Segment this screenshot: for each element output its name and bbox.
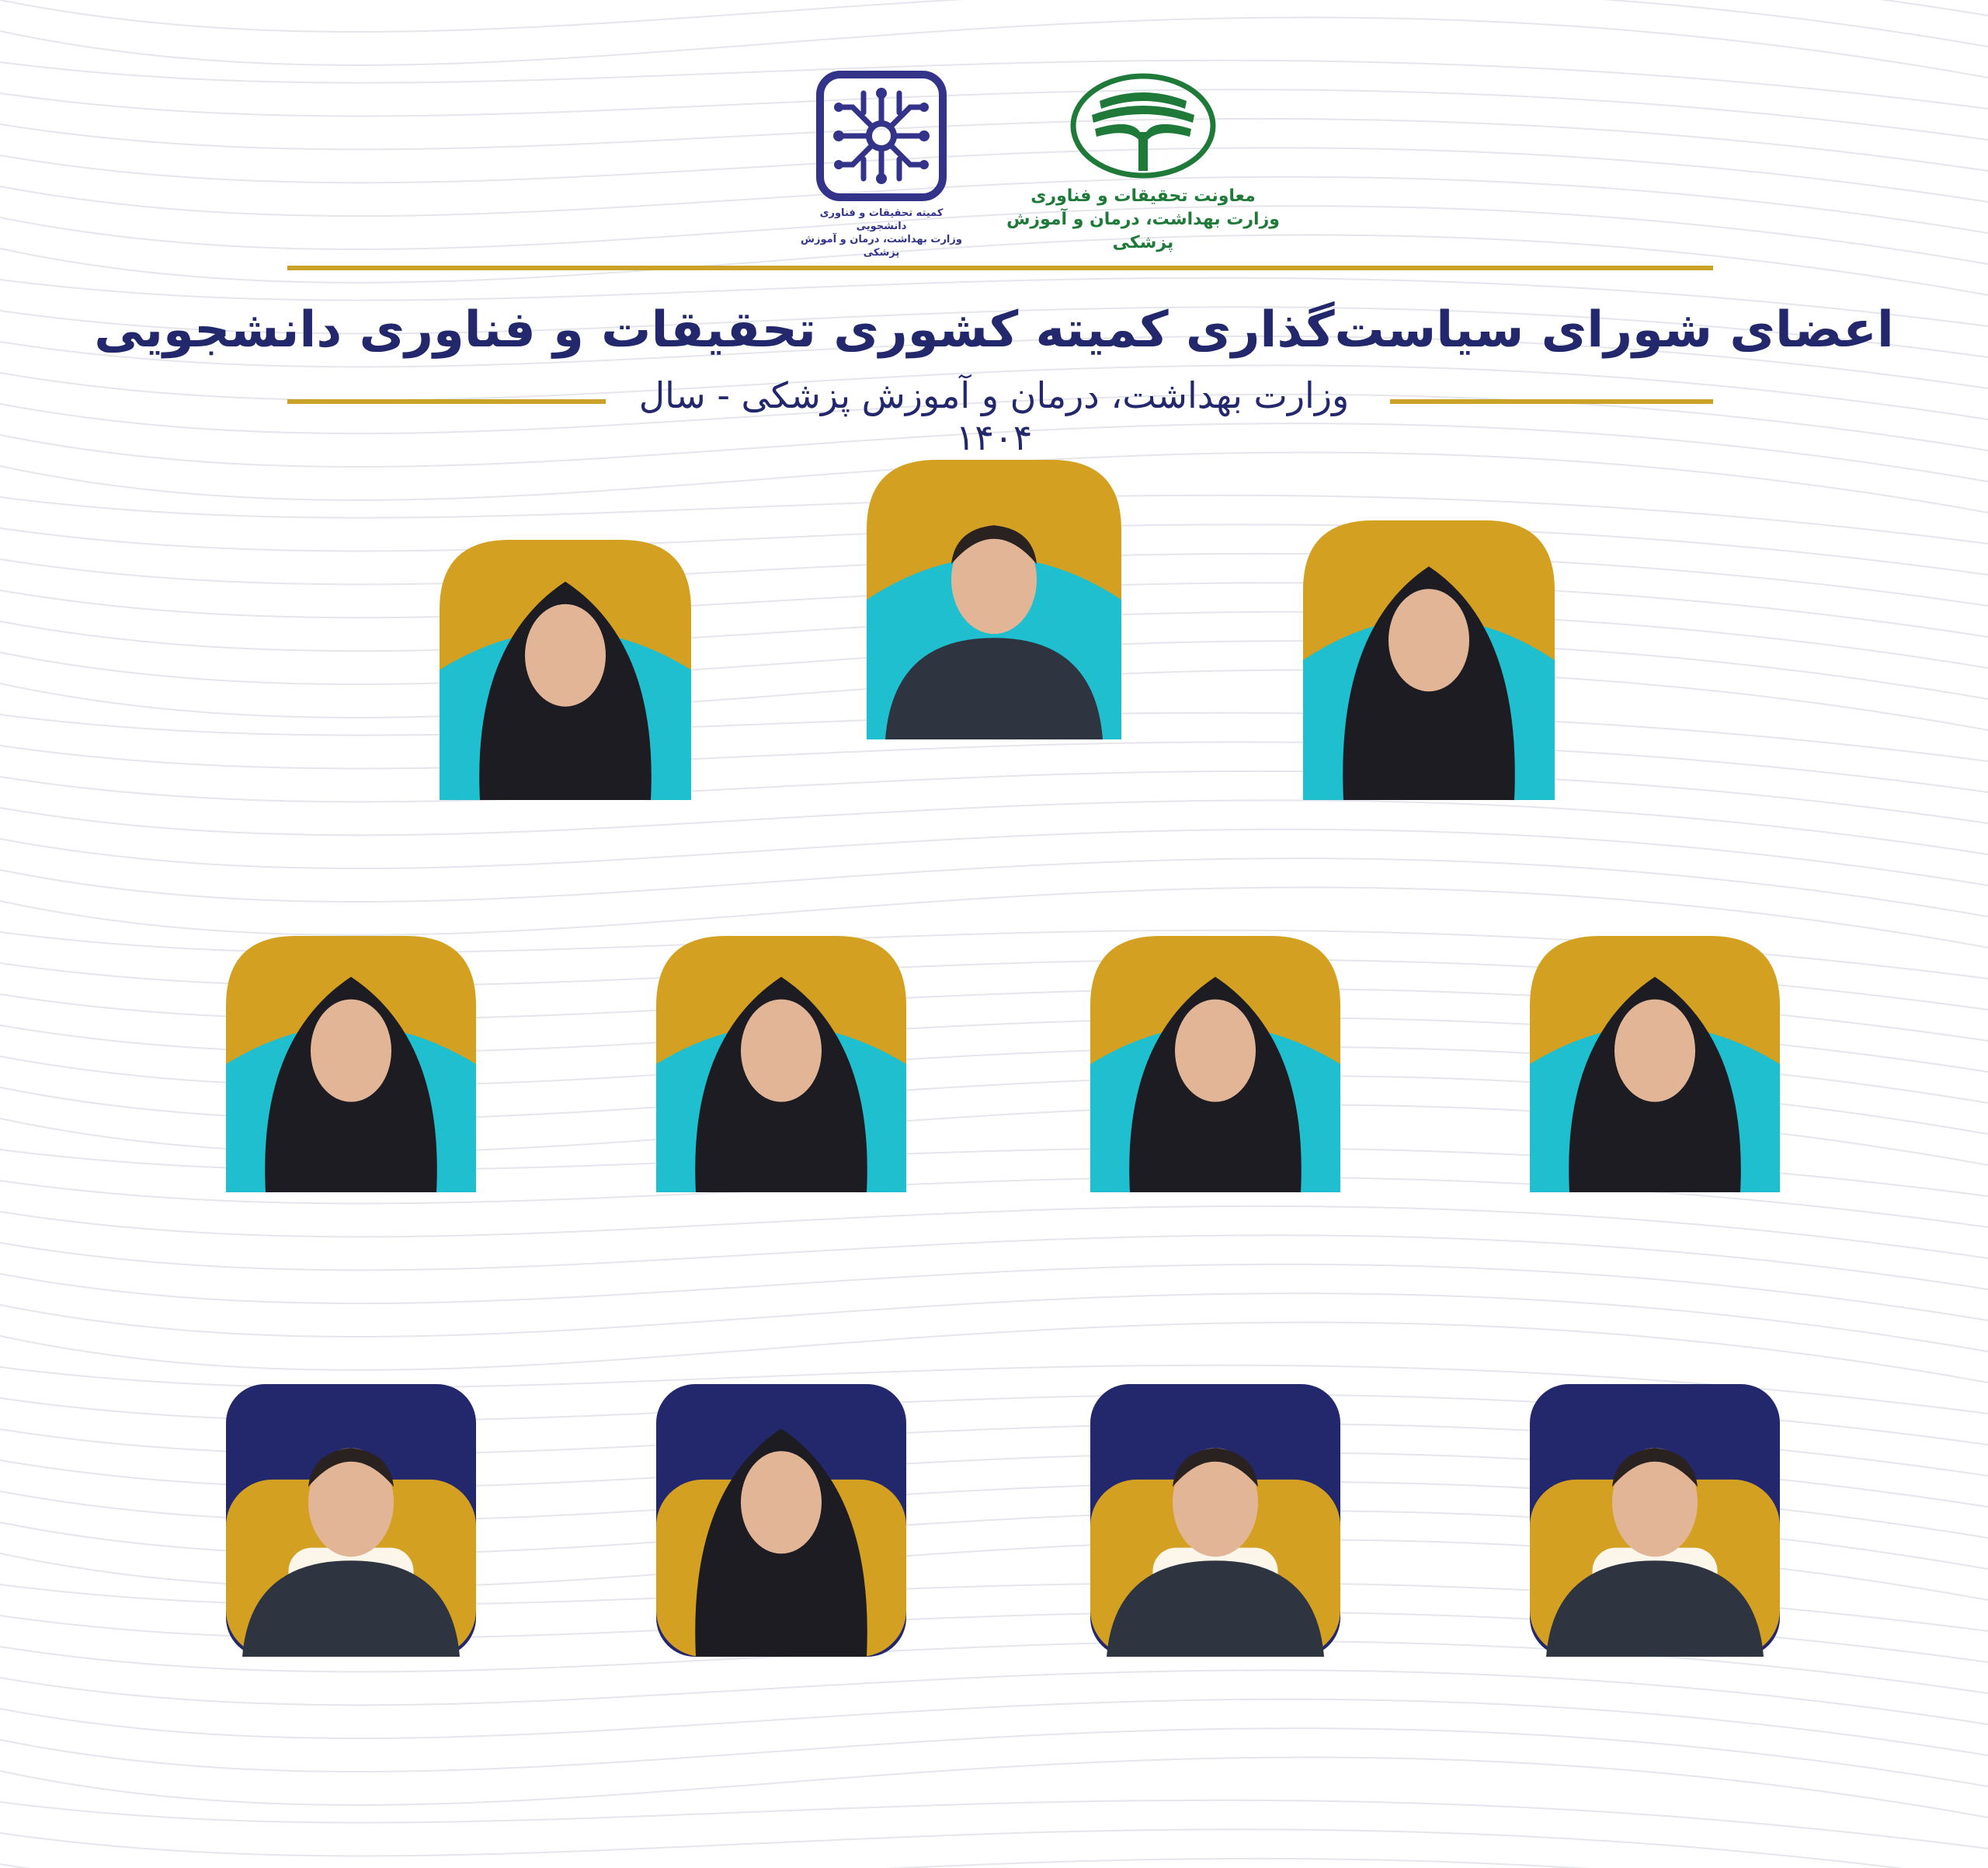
- tree-emblem-icon: [1069, 70, 1218, 179]
- member-photo: [1530, 1384, 1780, 1657]
- page-subtitle: وزارت بهداشت، درمان و آموزش پزشکی - سال ۱۴۰۴: [638, 374, 1350, 458]
- header-rule-bottom-right: [1390, 399, 1713, 404]
- member-photo: [226, 1384, 476, 1657]
- research-deputy-logo: [1069, 70, 1218, 179]
- header-rule-bottom-left: [287, 399, 606, 404]
- member-photo: [1090, 936, 1340, 1192]
- research-deputy-logo-line1: معاونت تحقیقات و فناوری: [1030, 186, 1256, 206]
- member-photo: [226, 936, 476, 1192]
- student-committee-logo-text: [800, 207, 963, 259]
- member-photo: [867, 460, 1121, 739]
- member-photo: [656, 1384, 906, 1657]
- member-photo: [656, 936, 906, 1192]
- member-photo: [1090, 1384, 1340, 1657]
- student-committee-logo-line1: کمیته تحقیقات و فناوری دانشجویی: [819, 207, 944, 232]
- header-rule-top: [287, 266, 1713, 270]
- research-deputy-logo-text: [994, 185, 1292, 255]
- member-photo: [440, 540, 691, 800]
- member-photo: [1303, 520, 1555, 800]
- student-committee-logo-line2: وزارت بهداشت، درمان و آموزش پزشکی: [801, 234, 962, 259]
- page-title: اعضای شورای سیاست‌گذاری کمیته کشوری تحقیقات و فناوری دانشجویی: [94, 301, 1894, 359]
- research-deputy-logo-line2: وزارت بهداشت، درمان و آموزش پزشکی: [1006, 210, 1280, 252]
- circuit-brain-icon: [815, 70, 947, 202]
- member-photo: [1530, 936, 1780, 1192]
- student-committee-logo: [815, 70, 947, 202]
